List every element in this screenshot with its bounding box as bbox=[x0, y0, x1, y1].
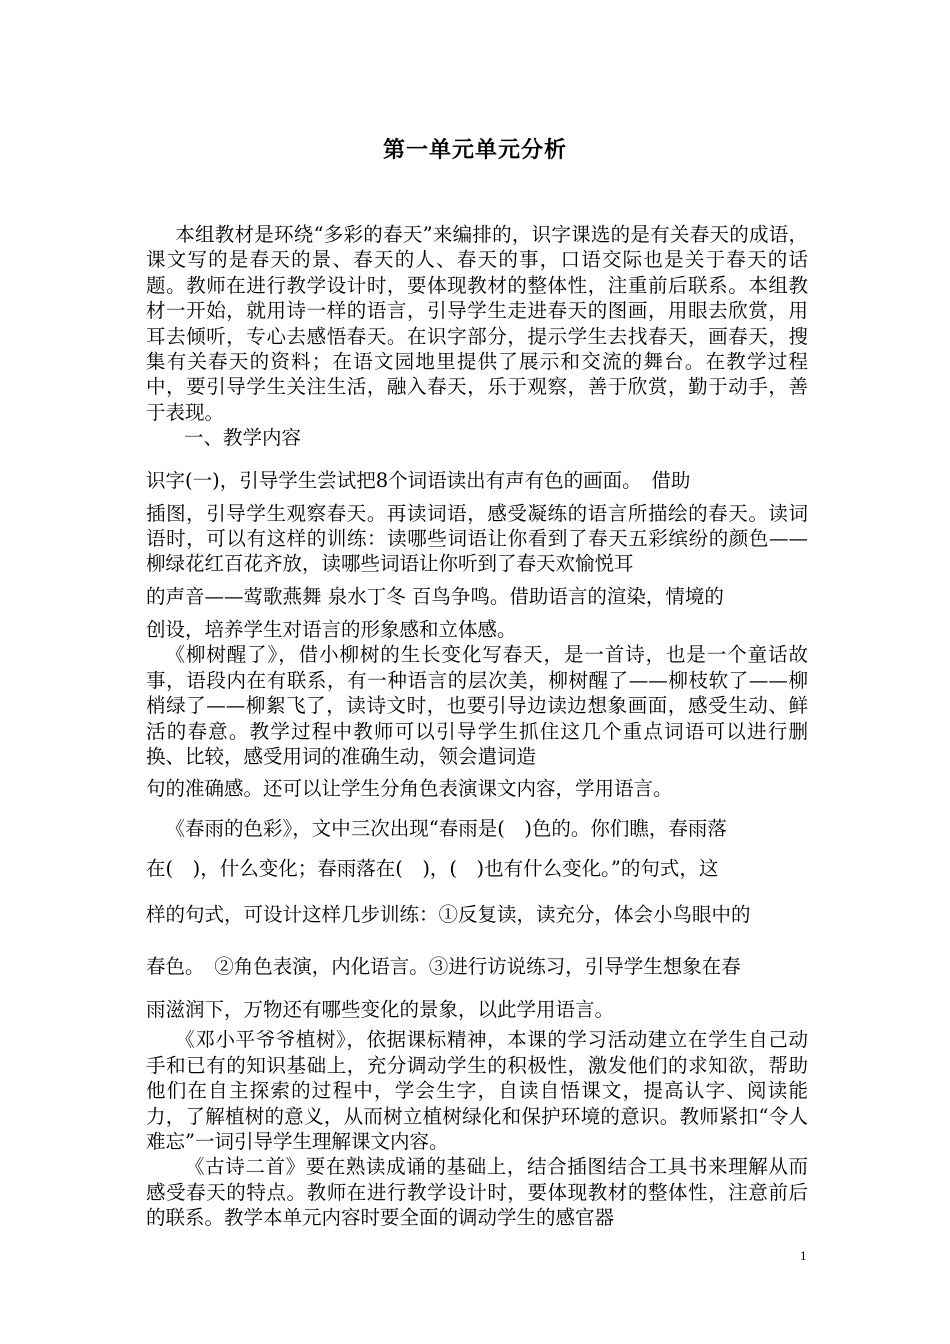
paragraph-literacy-end: 创设，培养学生对语言的形象感和立体感。 bbox=[146, 617, 517, 641]
page-number: 1 bbox=[800, 1248, 807, 1263]
paragraph-willow: 《柳树醒了》，借小柳树的生长变化写春天，是一首诗，也是一个童话故事，语段内在有联系，有一种语言的层次美，柳树醒了——柳枝软了——柳梢绿了——柳絮飞了，读诗文时，也要引导边读边想象画面，感受生动、鲜活的春意。教学过程中教师可以引导学生抓住这几个重点词语可以进行删换、比较，感受用词的准确生动，领会遣词造 bbox=[146, 643, 808, 768]
intro-paragraph: 本组教材是环绕“多彩的春天”来编排的，识字课选的是有关春天的成语，课文写的是春天的景、春天的人、春天的事，口语交际也是关于春天的话题。教师在进行教学设计时，要体现教材的整体性，注重前后联系。本组教材一开始，就用诗一样的语言，引导学生走进春天的图画，用眼去欣赏，用耳去倾听，专心去感悟春天。在识字部分，提示学生去找春天，画春天，搜集有关春天的资料；在语文园地里提供了展示和交流的舞台。在教学过程中，要引导学生关注生活，融入春天，乐于观察，善于欣赏，勤于动手，善于表现。 bbox=[146, 223, 808, 424]
document-title: 第一单元单元分析 bbox=[382, 138, 567, 163]
paragraph-spring-rain-line4: 春色。 ②角色表演，内化语言。③进行访说练习，引导学生想象在春 bbox=[146, 955, 741, 979]
section-heading: 一、教学内容 bbox=[184, 426, 302, 450]
paragraph-literacy-line1: 识字(一)，引导学生尝试把8个词语读出有声有色的画面。 借助 bbox=[146, 468, 691, 492]
paragraph-ancient-poems: 《古诗二首》要在熟读成诵的基础上，结合插图结合工具书来理解从而感受春天的特点。教师在进行教学设计时，要体现教材的整体性，注意前后的联系。教学本单元内容时要全面的调动学生的感官器 bbox=[146, 1155, 808, 1230]
paragraph-spring-rain-line1: 《春雨的色彩》，文中三次出现“春雨是( )色的。你们瞧，春雨落 bbox=[165, 817, 727, 841]
paragraph-literacy: 插图，引导学生观察春天。再读词语，感受凝练的语言所描绘的春天。读词语时，可以有这样的训练：读哪些词语让你看到了春天五彩缤纷的颜色——柳绿花红百花齐放，读哪些词语让你听到了春天欢愉悦耳 bbox=[146, 501, 808, 576]
paragraph-literacy-line-wide: 的声音——莺歌燕舞 泉水丁冬 百鸟争鸣。借助语言的渲染，情境的 bbox=[146, 584, 724, 608]
document-body bbox=[146, 222, 808, 1231]
paragraph-spring-rain-end: 雨滋润下，万物还有哪些变化的景象，以此学用语言。 bbox=[146, 998, 615, 1022]
paragraph-spring-rain-line3: 样的句式，可设计这样几步训练：①反复读，读充分，体会小鸟眼中的 bbox=[146, 903, 751, 927]
paragraph-deng-xiaoping: 《邓小平爷爷植树》，依据课标精神，本课的学习活动建立在学生自己动手和已有的知识基础上，充分调动学生的积极性，激发他们的求知欲，帮助他们在自主探索的过程中，学会生字，自读自悟课文，提高认字、阅读能力，了解植树的意义，从而树立植树绿化和保护环境的意识。教师紧扣“令人难忘”一词引导学生理解课文内容。 bbox=[146, 1028, 808, 1153]
paragraph-willow-end: 句的准确感。还可以让学生分角色表演课文内容，学用语言。 bbox=[146, 777, 673, 801]
paragraph-spring-rain-line2: 在( )，什么变化；春雨落在( )，( )也有什么变化。”的句式，这 bbox=[146, 857, 719, 881]
